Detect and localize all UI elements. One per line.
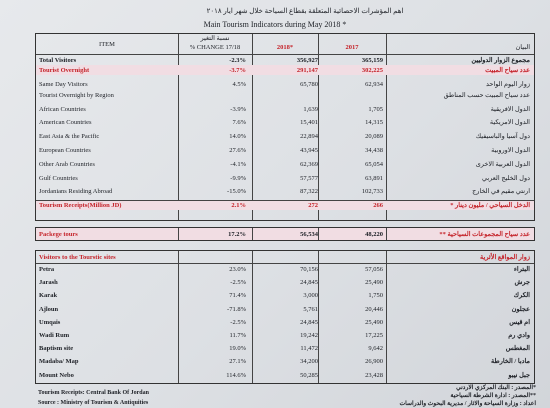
row-item-label: American Countries: [39, 119, 92, 127]
package-tours-change: 17.2%: [228, 231, 246, 238]
site-value-2017: 57,056: [365, 266, 383, 273]
column-change: % CHANGE 17/18: [189, 44, 241, 51]
row-change: 14.0%: [229, 133, 246, 141]
sites-header-arabic: زوار المواقع الأثرية: [480, 254, 530, 261]
site-change: 27.1%: [229, 358, 246, 366]
row-arabic-label: الدول الافريقية: [490, 105, 530, 113]
row-arabic-label: عدد سياح المبيت: [485, 67, 530, 74]
site-value-2017: 9,642: [368, 345, 383, 353]
row-change: 27.6%: [229, 147, 246, 154]
package-tours-label: Packege tours: [39, 231, 78, 238]
row-value-2018: 291,147: [296, 67, 318, 74]
row-value-2017: 65,054: [365, 160, 383, 168]
sites-header: Visitors to the Tourstic sites: [39, 254, 116, 261]
site-name: Jarash: [39, 279, 58, 287]
footer-receipts: Tourism Receipts: Central Bank Of Jordan: [38, 390, 149, 396]
row-value-2018: 356,927: [296, 57, 318, 64]
site-name: Petra: [39, 266, 55, 273]
row-arabic-label: الدول الاوروبية: [491, 147, 530, 154]
site-arabic-name: جبل نيبو: [508, 371, 530, 379]
row-item-label: Tourist Overnight: [39, 67, 90, 74]
row-value-2018: 62,369: [300, 160, 318, 168]
row-arabic-label: عدد سياح المبيت حسب المناطق: [443, 91, 530, 99]
row-value-2017: 302,225: [361, 67, 383, 74]
row-change: -2.3%: [229, 57, 246, 64]
row-value-2018: 272: [308, 202, 318, 210]
row-value-2017: 1,705: [368, 105, 383, 113]
site-value-2018: 34,200: [300, 358, 318, 366]
row-arabic-label: دول آسيا والباسيفيك: [475, 133, 530, 141]
site-name: Mount Nebo: [39, 371, 74, 379]
site-arabic-name: المغطس: [505, 345, 530, 353]
column-change-arabic: نسبة التغير: [200, 35, 230, 42]
column-label-arabic: البيان: [515, 44, 530, 51]
row-item-label: Other Arab Countries: [39, 160, 95, 168]
row-item-label: Tourist Overnight by Region: [39, 91, 114, 99]
site-change: 23.0%: [229, 266, 246, 273]
row-value-2017: 20,089: [365, 133, 383, 141]
row-item-label: European Countries: [39, 147, 91, 154]
row-change: 7.6%: [232, 119, 246, 127]
package-tours-table: [35, 227, 535, 241]
site-value-2017: 25,490: [365, 279, 383, 287]
row-arabic-label: زوار اليوم الواحد: [486, 80, 530, 88]
row-value-2017: 14,315: [365, 119, 383, 127]
site-change: -71.8%: [227, 305, 246, 313]
site-change: 19.0%: [229, 345, 246, 353]
site-value-2017: 23,428: [365, 371, 383, 379]
row-value-2018: 43,945: [300, 147, 318, 154]
site-arabic-name: عجلون: [511, 305, 530, 313]
package-tours-2018: 56,534: [300, 231, 318, 238]
row-change: -15.0%: [227, 188, 246, 196]
row-value-2018: 15,401: [300, 119, 318, 127]
footer-arabic-3: اعداد : وزارة السياحة والاثار / مديرية البحوث والدراسات: [399, 401, 536, 407]
site-arabic-name: الكرك: [513, 292, 530, 300]
row-item-label: Gulf Countries: [39, 174, 78, 182]
site-value-2017: 26,900: [365, 358, 383, 366]
package-tours-arabic: عدد سياح المجموعات السياحية **: [439, 231, 530, 238]
row-arabic-label: الدول الامريكية: [489, 119, 530, 127]
row-arabic-label: الدخل السياحي / مليون دينار *: [450, 202, 530, 210]
row-arabic-label: مجموع الزوار الدوليين: [471, 57, 530, 64]
row-item-label: African Countries: [39, 105, 86, 113]
site-value-2018: 3,000: [303, 292, 318, 300]
row-arabic-label: الدول العربية الاخرى: [475, 160, 530, 168]
site-value-2018: 70,156: [300, 266, 318, 273]
row-change: -3.9%: [230, 105, 246, 113]
site-value-2017: 25,490: [365, 318, 383, 326]
row-value-2017: 62,934: [365, 80, 383, 88]
tourist-sites-table: [35, 250, 535, 384]
site-value-2018: 19,242: [300, 332, 318, 339]
row-change: -9.9%: [230, 174, 246, 182]
site-value-2017: 17,225: [365, 332, 383, 339]
row-value-2017: 63,891: [365, 174, 383, 182]
row-change: -4.1%: [230, 160, 246, 168]
site-change: -2.5%: [230, 318, 246, 326]
row-arabic-label: ارنتي مقيم في الخارج: [472, 188, 530, 196]
row-value-2018: 22,894: [300, 133, 318, 141]
site-arabic-name: البتراء: [513, 266, 530, 273]
site-change: 11.7%: [229, 332, 246, 339]
column-2017: 2017: [345, 44, 359, 51]
row-change: -3.7%: [229, 67, 246, 74]
site-arabic-name: ام قيس: [509, 318, 530, 326]
site-change: 71.4%: [229, 292, 246, 300]
site-value-2018: 50,285: [300, 371, 318, 379]
site-value-2018: 5,761: [303, 305, 318, 313]
footer-arabic-2: **المصدر : ادارة الشرطة السياحية: [450, 393, 536, 399]
site-value-2017: 1,750: [368, 292, 383, 300]
footer-arabic-1: *المصدر : البنك المركزي الاردني: [456, 385, 536, 391]
row-value-2017: 365,159: [361, 57, 383, 64]
site-change: 114.6%: [226, 371, 246, 379]
row-value-2017: 34,438: [365, 147, 383, 154]
site-name: Umqais: [39, 318, 61, 326]
row-value-2018: 1,639: [303, 105, 318, 113]
row-value-2017: 102,733: [361, 188, 383, 196]
site-change: -2.5%: [230, 279, 246, 287]
footer-source: Source : Ministry of Tourism & Antiquities: [38, 400, 149, 406]
site-name: Karak: [39, 292, 58, 300]
row-value-2018: 57,577: [300, 174, 318, 182]
site-arabic-name: جرش: [514, 279, 530, 287]
site-value-2018: 11,472: [300, 345, 318, 353]
row-item-label: Jordanians Residing Abroad: [39, 188, 113, 196]
row-change: 2.1%: [231, 202, 246, 210]
main-indicators-table: [35, 33, 535, 221]
row-value-2018: 87,322: [300, 188, 318, 196]
site-name: Ajloun: [39, 305, 59, 313]
row-change: 4.5%: [232, 80, 246, 88]
site-arabic-name: وادي رم: [508, 332, 530, 339]
package-tours-2017: 48,220: [365, 231, 383, 238]
row-item-label: Total Visitors: [39, 57, 77, 64]
site-name: Madaba/ Map: [39, 358, 79, 366]
row-item-label: Same Day Visitors: [39, 80, 88, 88]
english-title: Main Tourism Indicators during May 2018 *: [203, 20, 347, 29]
column-item: ITEM: [99, 41, 115, 48]
site-value-2018: 24,845: [300, 279, 318, 287]
site-arabic-name: مادبا / الخارطة: [491, 358, 530, 366]
site-value-2017: 20,446: [365, 305, 383, 313]
row-value-2018: 65,780: [300, 80, 318, 88]
row-item-label: Tourism Receipts(Million JD): [39, 202, 122, 210]
row-value-2017: 266: [373, 202, 383, 210]
column-2018: 2018*: [276, 44, 294, 51]
row-arabic-label: دول الخليج العربي: [481, 174, 530, 182]
row-item-label: East Asia & the Pacific: [39, 133, 100, 141]
site-value-2018: 24,845: [300, 318, 318, 326]
site-name: Baptism site: [39, 345, 74, 353]
site-name: Wadi Rum: [39, 332, 70, 339]
arabic-title: اهم المؤشرات الاحصائية المتعلقة بقطاع السياحة خلال شهر ايار ٢٠١٨: [206, 7, 404, 15]
